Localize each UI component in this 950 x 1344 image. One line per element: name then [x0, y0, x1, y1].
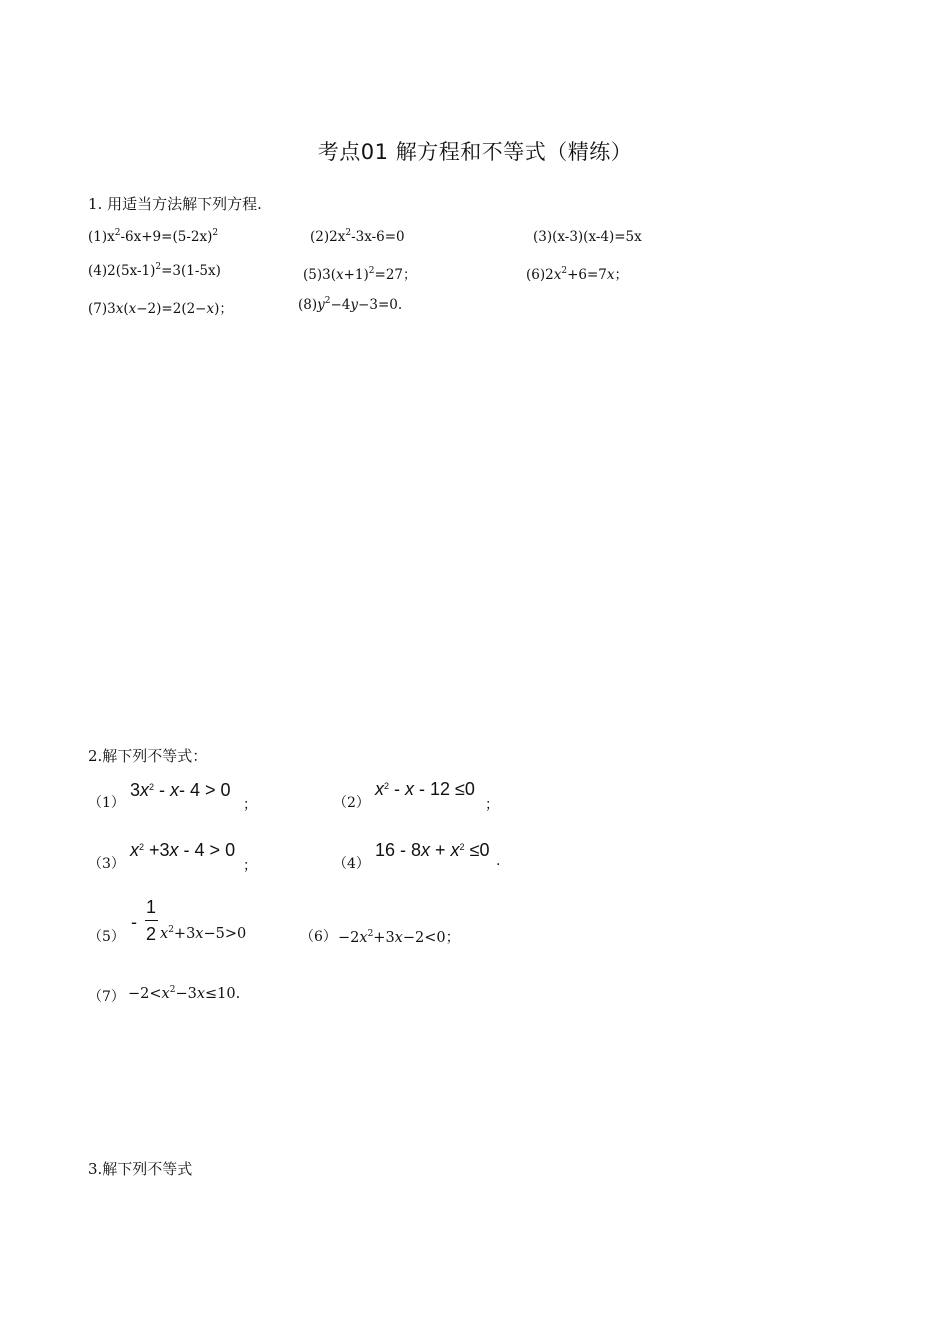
- q1-eq-1: $(1)x^2-6x+9=(5-2x)^2$: [88, 228, 219, 245]
- q2-ineq-1: $3x^2 - x-$ 4 > 0: [130, 780, 231, 800]
- q2-frac-numerator: 1: [146, 897, 157, 917]
- q1-eq-5: $(5)3(x+1)^2=27$；: [303, 266, 417, 283]
- q2-ineq-4: $16 - 8x + x^2 \le 0$: [375, 840, 490, 860]
- q2-ineq-5: $x^2+3x-5>0$: [160, 925, 247, 942]
- q2-ineq-2: $x^2 - x - 12 \le 0$: [375, 779, 475, 799]
- q2-end-2: ；: [485, 797, 499, 813]
- q2-label-6: （6）: [300, 929, 337, 945]
- q1-eq-6: $(6)2x^2+6=7x$；: [526, 266, 629, 283]
- q2-label-5: （5）: [88, 929, 125, 945]
- q2-frac-bar: [145, 920, 158, 921]
- page-title: 考点01 解方程和不等式（精练）: [317, 140, 633, 164]
- q2-label-7: （7）: [88, 989, 125, 1005]
- q2-heading: 2.解下列不等式：: [88, 747, 208, 765]
- q1-eq-8: $(8)y^2-4y-3=0$.: [298, 296, 403, 313]
- q2-label-3: （3）: [88, 856, 125, 872]
- q2-frac-minus: -: [131, 912, 137, 932]
- q2-end-1: ；: [243, 797, 257, 813]
- q2-label-1: （1）: [88, 795, 125, 811]
- q1-eq-4: $(4)2(5x-1)^2=3(1-5x)$: [88, 262, 221, 279]
- q3-heading: 3.解下列不等式: [88, 1160, 193, 1178]
- q1-eq-7: (7)3x(x−2)=2(2−x)；: [88, 301, 233, 317]
- q1-eq-3: (3)(x-3)(x-4)=5x: [533, 229, 642, 245]
- q1-eq-2: $(2)2x^2-3x-6=0$: [310, 228, 405, 245]
- q1-heading: 1. 用适当方法解下列方程.: [88, 195, 262, 213]
- q2-ineq-3: $x^2 +3x - 4 > 0$: [130, 840, 236, 860]
- q2-ineq-7: $-2<x^2-3x\le 10$.: [128, 985, 241, 1002]
- q2-label-2: （2）: [333, 795, 370, 811]
- q2-end-4: .: [496, 853, 501, 869]
- q2-end-3: ；: [243, 858, 257, 874]
- q2-label-4: （4）: [333, 856, 370, 872]
- q2-ineq-6: $-2x^2+3x-2<0$；: [338, 929, 461, 946]
- q2-frac-denominator: 2: [146, 924, 157, 944]
